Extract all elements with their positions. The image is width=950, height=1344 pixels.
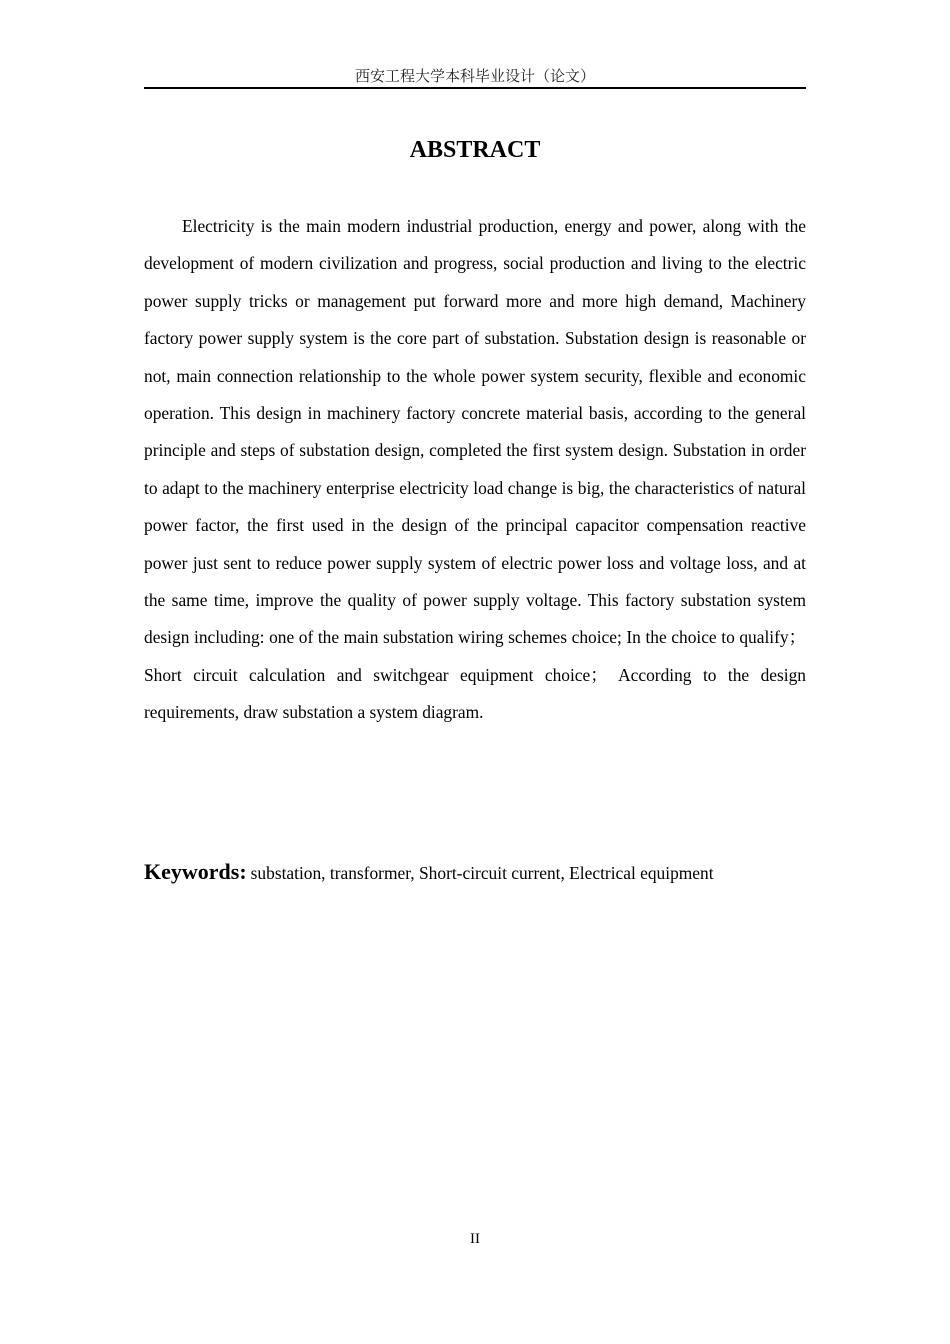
page-header: 西安工程大学本科毕业设计（论文） bbox=[144, 64, 806, 89]
page-number: II bbox=[470, 1231, 480, 1247]
abstract-body: Electricity is the main modern industrial production, energy and power, along with the development of modern civilization and progress, social production and living to the electric power supply tricks or management put forward more and more high demand, Machinery factory power supply system is the core part of substation. Substation design is reasonable or not, main connection relationship to the whole power system security, flexible and economic operation. This design in machinery factory concrete material basis, according to the general principle and steps of substation design, completed the first system design. Substation in order to adapt to the machinery enterprise electricity load change is big, the characteristics of natural power factor, the first used in the design of the principal capacitor compensation reactive power just sent to reduce power supply system of electric power loss and voltage loss, and at the same time, improve the quality of power supply voltage. This factory substation system design including: one of the main substation wiring schemes choice; In the choice to qualify； Short circuit calculation and switchgear equipment choice； According to the design requirements, draw substation a system diagram. bbox=[144, 216, 806, 723]
abstract-title: ABSTRACT bbox=[409, 137, 541, 163]
keywords-label: Keywords: bbox=[144, 859, 247, 884]
keywords-line bbox=[144, 854, 806, 893]
keywords-text: substation, transformer, Short-circuit current, Electrical equipment bbox=[250, 863, 714, 883]
